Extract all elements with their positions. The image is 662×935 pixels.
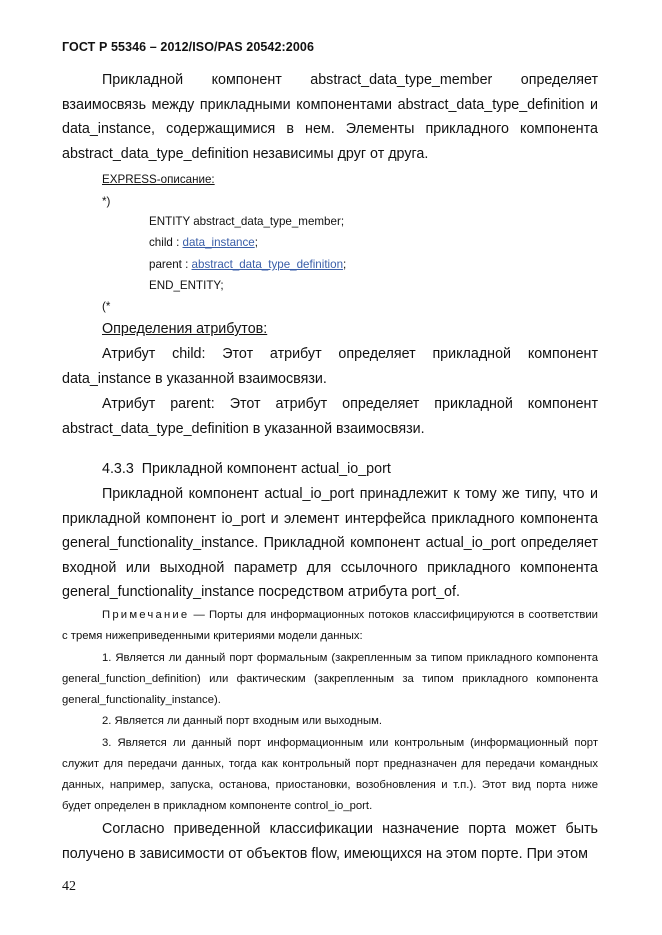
express-parent-prefix: parent : bbox=[149, 258, 192, 271]
express-entity-line: ENTITY abstract_data_type_member; bbox=[149, 215, 345, 228]
attribute-parent-line-1: Атрибут parent: Этот атрибут определяет прикладной компонент bbox=[102, 396, 598, 412]
section-number: 4.3.3 bbox=[102, 461, 134, 477]
express-child-prefix: child : bbox=[149, 236, 183, 249]
express-child-semicolon: ; bbox=[254, 236, 258, 249]
section-body: Прикладной компонент actual_io_port принадлежит к тому же типу, что и прикладной компонент io_port и элемент интерфейса прикладного компонента general_functionality_instance. Прикладной компонент actual_io_port определяет входной или выходной параметр для ссылочного прикладного компонента general_functionality_instance посредством атрибута port_of. bbox=[62, 486, 598, 600]
page-number: 42 bbox=[62, 879, 76, 894]
note-item-2: 2. Является ли данный порт входным или выходным. bbox=[102, 715, 383, 727]
express-end-line: END_ENTITY; bbox=[149, 279, 224, 292]
paragraph-1-rest: взаимосвязь между прикладными компонентами abstract_data_type_definition и data_instance, содержащимися в нем. Элементы прикладного компонента abstract_data_type_definition независимы друг от друга. bbox=[62, 96, 598, 162]
abstract-data-type-definition-link[interactable]: abstract_data_type_definition bbox=[191, 258, 344, 271]
attributes-heading bbox=[102, 317, 598, 342]
section-title: Прикладной компонент actual_io_port bbox=[141, 461, 391, 477]
note-paragraph bbox=[62, 605, 598, 647]
paragraph-1-line-1: Прикладной компонент abstract_data_type_member определяет bbox=[102, 72, 598, 88]
express-child-line bbox=[149, 236, 258, 250]
express-close-marker: (* bbox=[102, 300, 111, 313]
note-dash: — bbox=[189, 609, 210, 621]
document-header: ГОСТ Р 55346 – 2012/ISO/PAS 20542:2006 bbox=[62, 40, 314, 54]
note-item-1: 1. Является ли данный порт формальным (закрепленным за типом прикладного компонента general_function_definition) или фактическим (закрепленным за типом прикладного компонента general_functionality_instance). bbox=[62, 652, 598, 706]
note-text: Порты для информационных потоков классифицируются в соответствии с тремя нижеприведенными критериями модели данных: bbox=[62, 609, 598, 642]
attribute-child-line-2: data_instance в указанной взаимосвязи. bbox=[62, 370, 327, 387]
express-parent-semicolon: ; bbox=[343, 258, 347, 271]
express-parent-line bbox=[149, 258, 346, 272]
attributes-heading-text: Определения атрибутов: bbox=[102, 321, 268, 337]
section-heading bbox=[102, 457, 598, 482]
attribute-parent-line-2: abstract_data_type_definition в указанной взаимосвязи. bbox=[62, 420, 425, 437]
note-label: Примечание bbox=[102, 609, 190, 621]
express-open-marker: *) bbox=[102, 195, 111, 208]
closing-paragraph: Согласно приведенной классификации назначение порта может быть получено в зависимости от объектов flow, имеющихся на этом порте. При этом bbox=[62, 821, 598, 862]
data-instance-link[interactable]: data_instance bbox=[182, 236, 255, 249]
attribute-child-line-1: Атрибут child: Этот атрибут определяет прикладной компонент bbox=[102, 346, 598, 362]
express-label: EXPRESS-описание: bbox=[102, 173, 215, 186]
note-item-3: 3. Является ли данный порт информационным или контрольным (информационный порт служит для передачи данных, тогда как контрольный порт предназначен для передачи командных данных, например, запуска, останова, приостановки, возобновления и т.п.). Этот вид порта ниже будет определен в прикладном компоненте control_io_port. bbox=[62, 737, 598, 812]
